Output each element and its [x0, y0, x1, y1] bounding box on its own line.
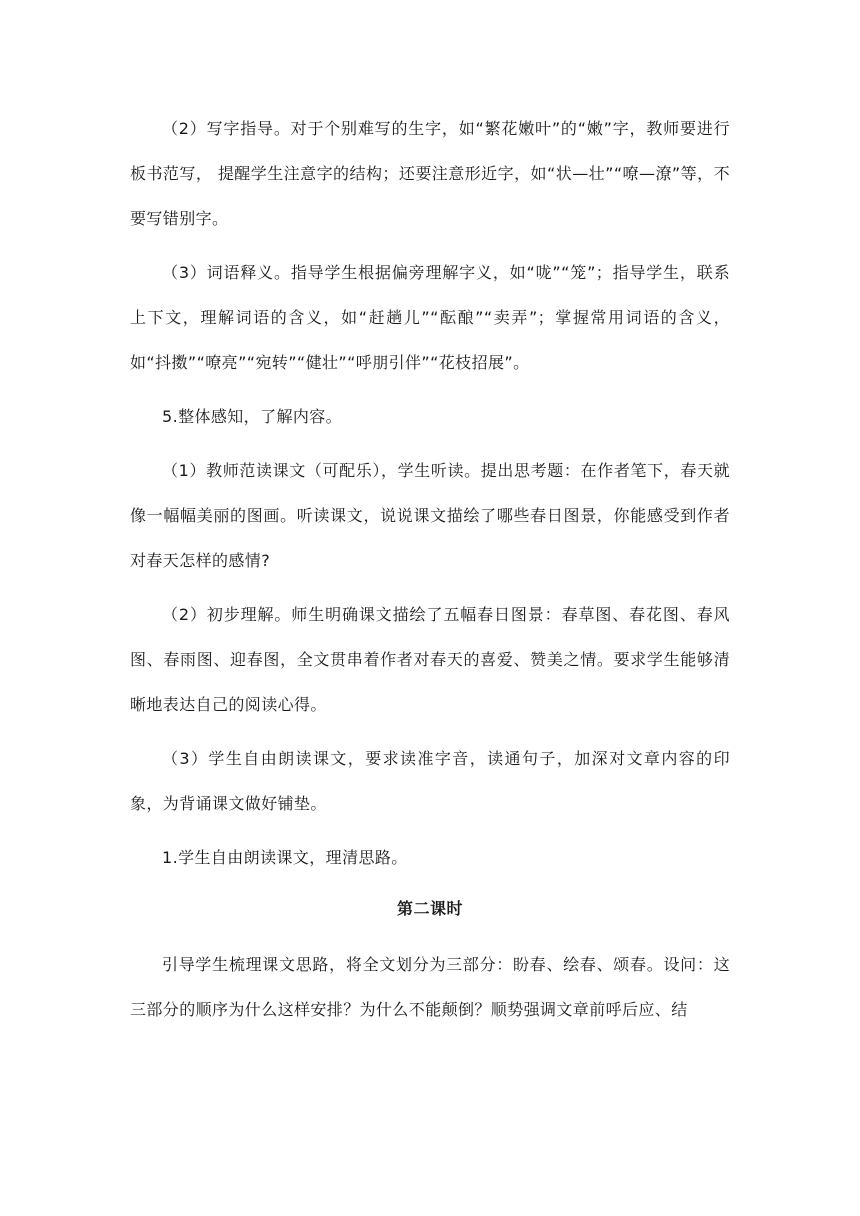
document-body: [130, 106, 730, 1041]
paragraph-initial-understanding: （2）初步理解。师生明确课文描绘了五幅春日图景：春草图、春花图、春风图、春雨图、迎春图，全文贯串着作者对春天的喜爱、赞美之情。要求学生能够清晰地表达自己的阅读心得。: [130, 605, 730, 714]
paragraph-overall-perception: 5.整体感知，了解内容。: [162, 407, 343, 426]
paragraph-teacher-reading: （1）教师范读课文（可配乐），学生听读。提出思考题：在作者笔下，春天就像一幅幅美丽的图画。听读课文，说说课文描绘了哪些春日图景，你能感受到作者对春天怎样的感情?: [130, 461, 730, 570]
paragraph-clarify-thinking: 1.学生自由朗读课文，理清思路。: [162, 848, 408, 867]
paragraph-word-explanation: （3）词语释义。指导学生根据偏旁理解字义，如“咙”“笼”；指导学生，联系上下文，理解词语的含义，如“赶趟儿”“酝酿”“卖弄”；掌握常用词语的含义，如“抖擞”“嘹亮”“宛转”“健壮”“呼朋引伴”“花枝招展”。: [130, 263, 730, 372]
paragraph-free-reading: （3）学生自由朗读课文，要求读准字音，读通句子，加深对文章内容的印象，为背诵课文做好铺垫。: [130, 749, 730, 813]
section-heading: 第二课时: [396, 899, 463, 918]
paragraph-writing-guidance: （2）写字指导。对于个别难写的生字，如“繁花嫩叶”的“嫩”字，教师要进行板书范写， 提醒学生注意字的结构；还要注意形近字，如“状—壮”“嘹—潦”等，不要写错别字。: [130, 119, 730, 228]
paragraph-structure-guidance: 引导学生梳理课文思路，将全文划分为三部分：盼春、绘春、颂春。设问：这三部分的顺序为什么这样安排？为什么不能颠倒？顺势强调文章前呼后应、结: [130, 955, 730, 1019]
